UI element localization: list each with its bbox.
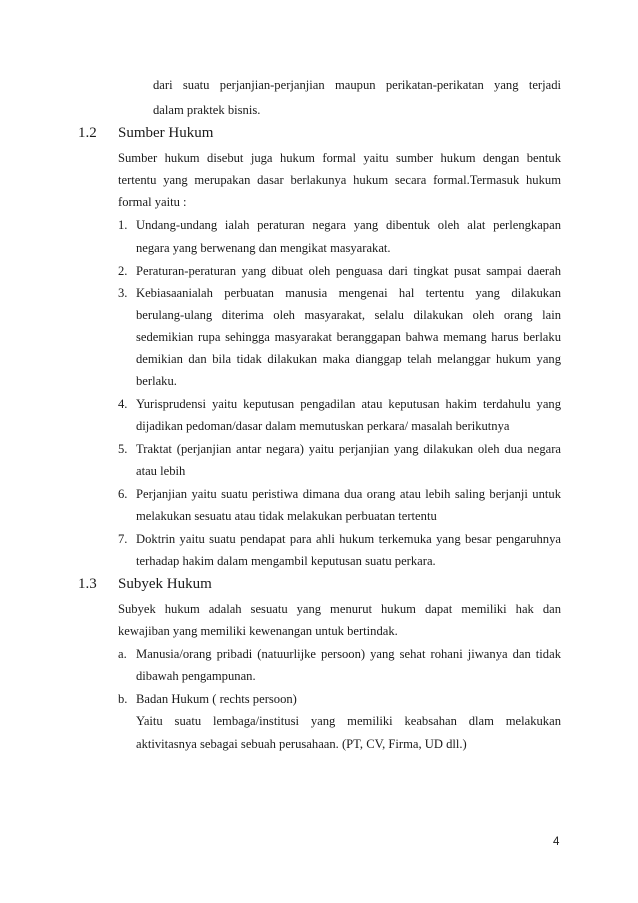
list-marker: 7. <box>118 532 128 546</box>
list-marker: 1. <box>118 218 128 232</box>
paragraph-line: Sumber hukum disebut juga hukum formal yaitu sumber hukum dengan bentuk <box>118 151 561 165</box>
list-item-line: terhadap hakim dalam mengambil keputusan suatu perkara. <box>136 554 436 568</box>
list-item-line: Badan Hukum ( rechts persoon) <box>136 692 297 706</box>
section-number: 1.2 <box>78 125 97 141</box>
paragraph-line: Subyek hukum adalah sesuatu yang menurut hukum dapat memiliki hak dan <box>118 602 561 616</box>
list-item-line: Doktrin yaitu suatu pendapat para ahli hukum terkemuka yang besar pengaruhnya <box>136 532 561 546</box>
list-item-line: sedemikian rupa sehingga masyarakat beranggapan bahwa memang harus berlaku <box>136 330 561 344</box>
section-title: Subyek Hukum <box>118 576 212 592</box>
list-marker: 4. <box>118 397 128 411</box>
list-item-line: berlaku. <box>136 374 177 388</box>
section-title: Sumber Hukum <box>118 125 214 141</box>
list-marker: a. <box>118 647 127 661</box>
list-marker: 3. <box>118 286 128 300</box>
list-item-line: dibawah pengampunan. <box>136 669 256 683</box>
list-item-line: Peraturan-peraturan yang dibuat oleh penguasa dari tingkat pusat sampai daerah <box>136 264 561 278</box>
list-item-line: dijadikan pedoman/dasar dalam memutuskan perkara/ masalah berikutnya <box>136 419 510 433</box>
intro-line: dari suatu perjanjian-perjanjian maupun perikatan-perikatan yang terjadi <box>153 78 561 92</box>
list-item-line: Yurisprudensi yaitu keputusan pengadilan atau keputusan hakim terdahulu yang <box>136 397 561 411</box>
list-marker: 6. <box>118 487 128 501</box>
paragraph-line: tertentu yang merupakan dasar berlakunya hukum secara formal.Termasuk hukum <box>118 173 561 187</box>
list-item-line: Yaitu suatu lembaga/institusi yang memiliki keabsahan dlam melakukan <box>136 714 561 728</box>
intro-line: dalam praktek bisnis. <box>153 103 261 117</box>
list-item-line: berulang-ulang diterima oleh masyarakat, selalu dilakukan oleh orang lain <box>136 308 561 322</box>
list-marker: 5. <box>118 442 128 456</box>
list-item-line: aktivitasnya sebagai sebuah perusahaan. (PT, CV, Firma, UD dll.) <box>136 737 467 751</box>
list-item-line: negara yang berwenang dan mengikat masyarakat. <box>136 241 391 255</box>
list-item-line: Traktat (perjanjian antar negara) yaitu perjanjian yang dilakukan oleh dua negara <box>136 442 561 456</box>
list-item-line: Kebiasaanialah perbuatan manusia mengenai hal tertentu yang dilakukan <box>136 286 561 300</box>
section-number: 1.3 <box>78 576 97 592</box>
paragraph-line: kewajiban yang memiliki kewenangan untuk bertindak. <box>118 624 398 638</box>
list-item-line: Perjanjian yaitu suatu peristiwa dimana dua orang atau lebih saling berjanji untuk <box>136 487 561 501</box>
page-number: 4 <box>553 836 560 848</box>
list-item-line: atau lebih <box>136 464 186 478</box>
list-item-line: Undang-undang ialah peraturan negara yang dibentuk oleh alat perlengkapan <box>136 218 561 232</box>
paragraph-line: formal yaitu : <box>118 195 187 209</box>
list-marker: 2. <box>118 264 128 278</box>
list-marker: b. <box>118 692 128 706</box>
list-item-line: demikian dan bila tidak dilakukan maka dianggap telah melanggar hukum yang <box>136 352 561 366</box>
list-item-line: melakukan sesuatu atau tidak melakukan perbuatan tertentu <box>136 509 437 523</box>
list-item-line: Manusia/orang pribadi (natuurlijke persoon) yang sehat rohani jiwanya dan tidak <box>136 647 561 661</box>
